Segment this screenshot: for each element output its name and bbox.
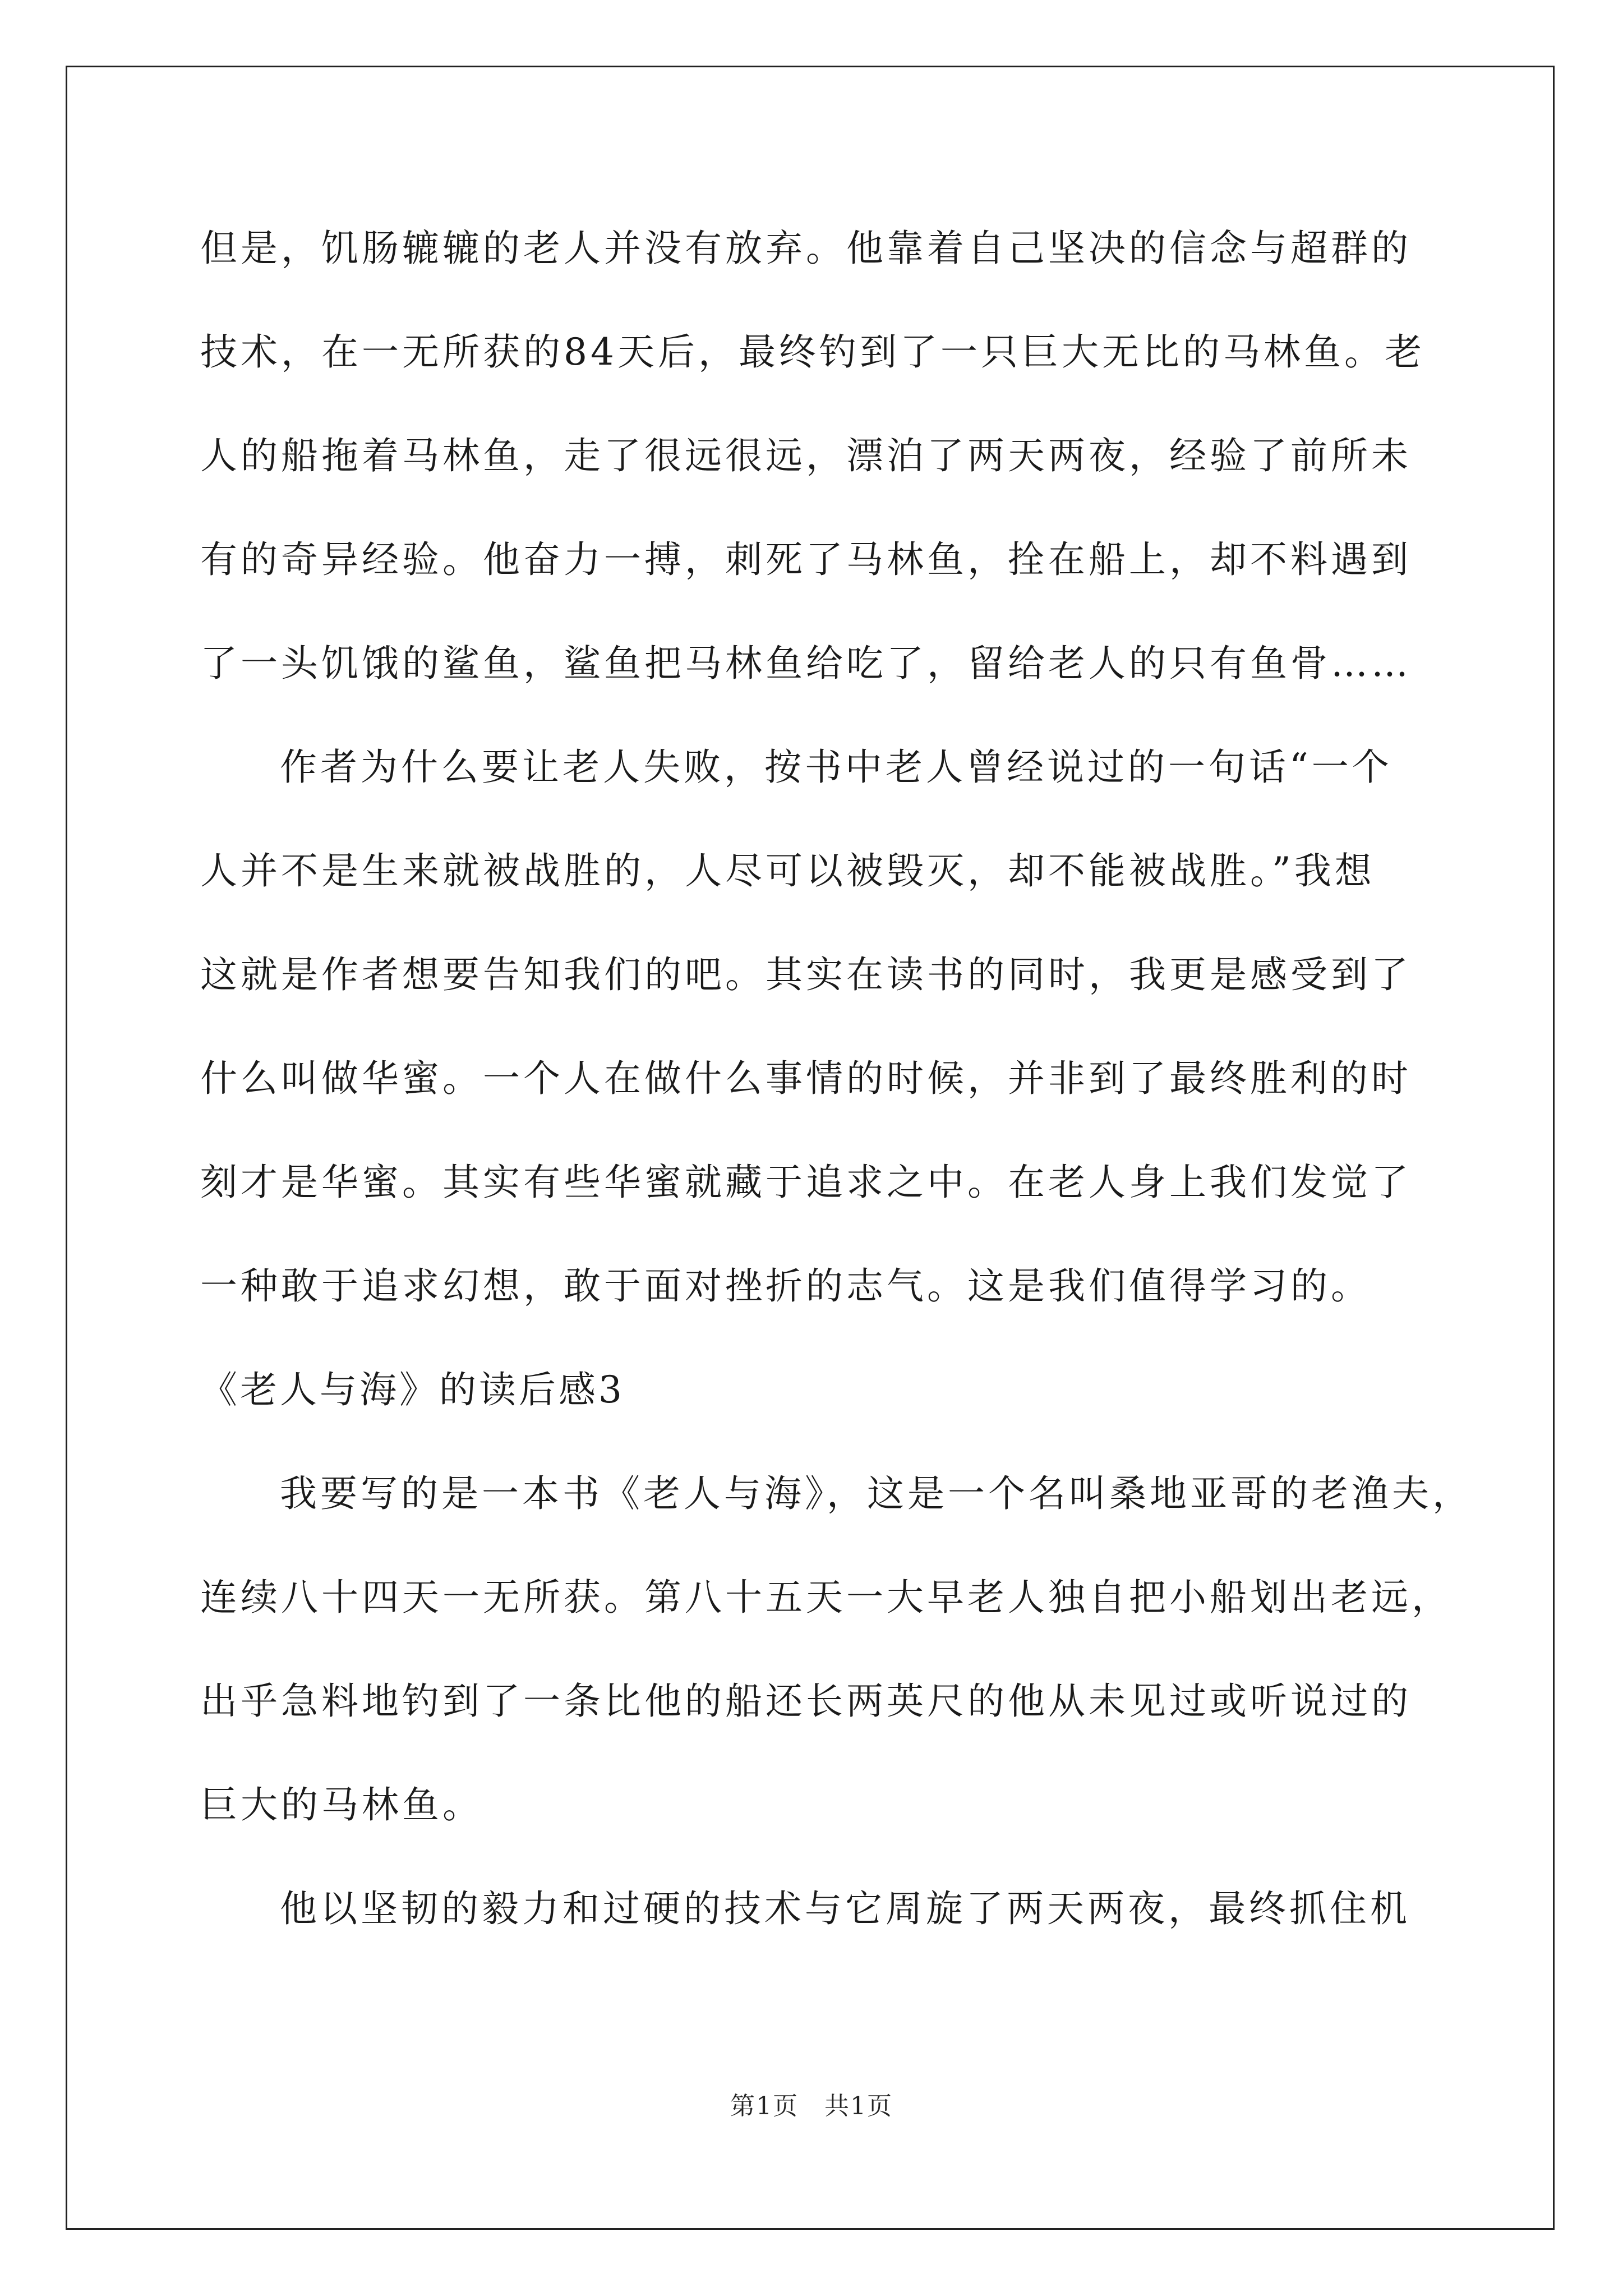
- paragraph-start-line: 作者为什么要让老人失败，按书中老人曾经说过的一句话“一个: [280, 746, 1393, 789]
- text-line: 连续八十四天一无所获。第八十五天一大早老人独自把小船划出老远，: [200, 1576, 1452, 1619]
- text-line: 一种敢于追求幻想，敢于面对挫折的志气。这是我们值得学习的。: [200, 1264, 1371, 1308]
- section-heading: 《老人与海》的读后感3: [200, 1368, 625, 1411]
- text-line: 出乎急料地钓到了一条比他的船还长两英尺的他从未见过或听说过的: [200, 1680, 1412, 1723]
- text-line: 人的船拖着马林鱼，走了很远很远，漂泊了两天两夜，经验了前所未: [200, 434, 1412, 477]
- text-line: 这就是作者想要告知我们的吧。其实在读书的同时，我更是感受到了: [200, 953, 1412, 996]
- paragraph-start-line: 他以坚韧的毅力和过硬的技术与它周旋了两天两夜，最终抓住机: [280, 1887, 1410, 1930]
- text-line: 巨大的马林鱼。: [200, 1783, 483, 1826]
- text-line: 人并不是生来就被战胜的，人尽可以被毁灭，却不能被战胜。”我想: [200, 849, 1375, 892]
- page-number-footer: 第1页 共1页: [730, 2092, 893, 2120]
- text-line: 了一头饥饿的鲨鱼，鲨鱼把马林鱼给吃了，留给老人的只有鱼骨……: [200, 642, 1412, 685]
- text-line: 有的奇异经验。他奋力一搏，刺死了马林鱼，拴在船上，却不料遇到: [200, 538, 1412, 581]
- document-body: [200, 215, 1473, 1979]
- text-line: 刻才是华蜜。其实有些华蜜就藏于追求之中。在老人身上我们发觉了: [200, 1161, 1412, 1204]
- text-line: 技术，在一无所获的84天后，最终钓到了一只巨大无比的马林鱼。老: [200, 330, 1425, 374]
- paragraph-start-line: 我要写的是一本书《老人与海》，这是一个名叫桑地亚哥的老渔夫，: [280, 1472, 1473, 1515]
- text-line: 但是，饥肠辘辘的老人并没有放弃。他靠着自己坚决的信念与超群的: [200, 227, 1412, 270]
- text-line: 什么叫做华蜜。一个人在做什么事情的时候，并非到了最终胜利的时: [200, 1057, 1412, 1100]
